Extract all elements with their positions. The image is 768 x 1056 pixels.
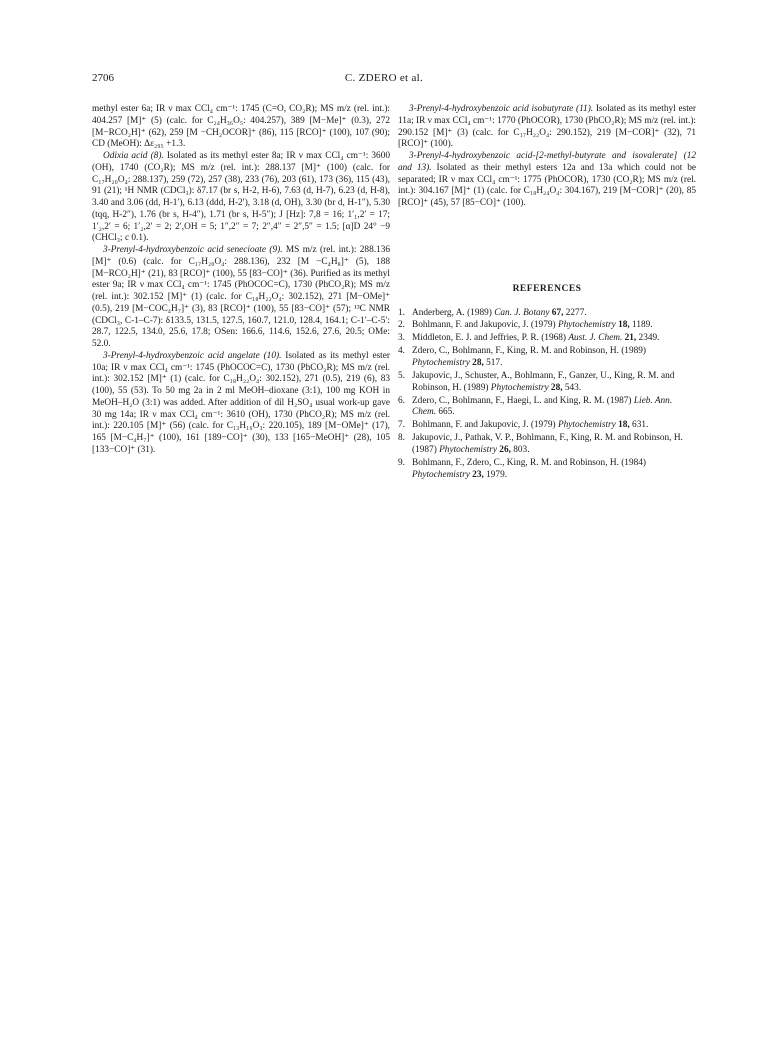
paragraph [398, 104, 696, 151]
reference-pages: 543. [562, 382, 582, 393]
reference-item [398, 396, 696, 420]
reference-authors: Zdero, C., Bohlmann, F., Haegi, L. and King, R. M. (1987) [412, 395, 634, 406]
reference-journal: Phytochemistry [557, 320, 616, 331]
reference-item [398, 420, 696, 432]
compound-title: 3-Prenyl-4-hydroxybenzoic acid angelate (10). [103, 350, 282, 361]
compound-title: 3-Prenyl-4-hydroxybenzoic acid isobutyrate (11). [409, 104, 594, 114]
reference-pages: 803. [510, 445, 530, 456]
paragraph-text: MS m/z (rel. int.): 288.136 [M]⁺ (0.6) (calc. for C₁₇H₂₀O₄: 288.136), 232 [M −C₄H₈]⁺ (5), 188 [M−RCO₂H]⁺ (21), 83 [RCO]⁺ (100), 55 [83−CO]⁺ (36). Purified as its methyl ester 9a; IR ν max CCl₄ cm⁻¹: 1745 (PhOCOC=C), 1730 (PhCO₂R); MS m/z (rel. int.): 302.152 [M]⁺ (1) (calc. for C₁₈H₂₂O₄: 302.152), 271 [M−OMe]⁺ (0.5), 219 [M−COC₄H₇]⁺ (3), 83 [RCO]⁺ (100), 55 [83−CO]⁺ (57); ¹³C NMR (CDCl₃, C-1–C-7): δ133.5, 131.5, 127.5, 160.7, 121.0, 128.4, 164.1; C-1′–C-5′: 28.7, 122.5, 134.0, 25.6, 17.8; OSen: 166.6, 114.6, 152.6, 27.6, 20.5; OMe: 52.0. [92, 245, 390, 349]
reference-authors: Anderberg, A. (1989) [412, 307, 495, 318]
compound-title: Odixia acid (8). [103, 151, 164, 161]
reference-number: 4. [398, 346, 405, 357]
reference-pages: 665. [436, 407, 455, 418]
reference-journal: Lieb. Ann. Chem. [412, 395, 673, 418]
reference-item [398, 346, 696, 370]
reference-number: 1. [398, 307, 405, 318]
reference-volume: 28, [469, 358, 484, 369]
reference-number: 3. [398, 333, 405, 344]
right-column [398, 104, 696, 483]
reference-volume: 18, [615, 420, 630, 431]
reference-number: 2. [398, 320, 405, 331]
paragraph-text: Isolated as its methyl ester 10a; IR ν max CCl₄ cm⁻¹: 1745 (PhOCOC=C), 1730 (PhCO₂R); MS m/z (rel. int.): 302.152 [M]⁺ (1) (calc. for C₁₈H₂₂O₄: 302.152), 271 (0.5), 219 (6), 83 (100), 55 (53). To 50 mg 2a in 2 ml MeOH–dioxane (3:1), 100 mg KOH in MeOH–H₂O (3:1) was added. After addition of dil H₂SO₄ usual work-up gave 30 mg 14a; IR ν max CCl₄ cm⁻¹: 3610 (OH), 1730 (PhCO₂R); MS m/z (rel. int.): 220.105 [M]⁺ (56) (calc. for C₁₃H₁₆O₃: 220.105), 189 [M−OMe]⁺ (17), 165 [M−C₄H₇]⁺ (100), 161 [189−CO]⁺ (30), 133 [165−MeOH]⁺ (28), 105 [133−CO]⁺ (31). [92, 350, 390, 455]
reference-number: 5. [398, 371, 405, 381]
reference-number: 6. [398, 395, 405, 406]
reference-pages: 517. [483, 358, 503, 369]
reference-pages: 2277. [563, 307, 587, 318]
reference-journal: Phytochemistry [412, 358, 470, 369]
reference-volume: 28, [548, 382, 563, 393]
paragraph [92, 104, 390, 151]
reference-item [398, 333, 696, 345]
paragraph-text: Isolated as its methyl ester 11a; IR ν max CCl₄ cm⁻¹: 1770 (PhOCOR), 1730 (PhCO₂R); MS m/z (rel. int.): 290.152 [M]⁺ (3) (calc. for C₁₇H₂₂O₄: 290.152), 219 [M−COR]⁺ (32), 71 [RCO]⁺ (100). [398, 104, 697, 150]
reference-volume: 67, [549, 307, 564, 318]
reference-authors: Zdero, C., Bohlmann, F., King, R. M. and Robinson, H. (1989) [412, 346, 646, 357]
reference-item [398, 308, 696, 320]
page-number: 2706 [92, 72, 114, 84]
paragraph-text: Isolated as their methyl esters 12a and 13a which could not be separated; IR ν max CCl₄ cm⁻¹: 1775 (PhOCOR), 1730 (CO₂R); MS m/z (rel. int.): 304.167 [M]⁺ (1) (calc. for C₁₈H₂₄O₄: 304.167), 219 [M−COR]⁺ (20), 85 [RCO]⁺ (45), 57 [85−CO]⁺ (100). [398, 162, 696, 208]
references-heading: REFERENCES [512, 283, 582, 294]
reference-journal: Phytochemistry [490, 382, 549, 393]
reference-journal: Phytochemistry [439, 445, 497, 456]
left-column [92, 104, 390, 457]
reference-volume: 26, [496, 445, 511, 456]
reference-journal: Phytochemistry [557, 420, 616, 431]
reference-authors: Bohlmann, F. and Jakupovic, J. (1979) [412, 320, 558, 331]
reference-authors: Bohlmann, F., Zdero, C., King, R. M. and Robinson, H. (1984) [412, 458, 646, 468]
reference-authors: Jakupovic, J., Pathak, V. P., Bohlmann, F., King, R. M. and Robinson, H. (1987) [412, 433, 683, 456]
paragraph [92, 245, 390, 351]
reference-authors: Middleton, E. J. and Jeffries, P. R. (1968) [412, 333, 569, 344]
reference-journal: Phytochemistry [412, 469, 470, 480]
reference-pages: 631. [629, 420, 649, 431]
paragraph [92, 151, 390, 245]
reference-item [398, 458, 696, 482]
compound-title: 3-Prenyl-4-hydroxybenzoic acid senecioate (9). [103, 245, 283, 255]
reference-authors: Bohlmann, F. and Jakupovic, J. (1979) [412, 420, 558, 431]
paragraph-text: Isolated as its methyl ester 8a; IR ν max CCl₄ cm⁻¹: 3600 (OH), 1740 (CO₂R); MS m/z (rel. int.): 288.137 [M]⁺ (100) (calc. for C₁₇H₂₀O₄: 288.137), 259 (72), 257 (38), 233 (76), 203 (61), 173 (36), 115 (43), 91 (21); ¹H NMR (CDCl₃): δ7.17 (br s, H-2, H-6), 7.63 (d, H-7), 6.23 (d, H-8), 3.40 and 3.06 (dd, H-1′), 6.13 (ddd, H-2′), 3.18 (d, OH), 3.30 (br d, H-1″), 5.30 (tqq, H-2″), 1.76 (br s, H-4″), 1.71 (br s, H-5″); J [Hz]: 7,8 = 16; 1′₁,2′ = 17; 1′₂,2′ = 6; 1′₂,2′ = 2; 2′,OH = 5; 1″,2″ = 7; 2″,4″ = 2″,5″ = 1.5; [α]D 24° −9 (CHCl₃; c 0.1). [92, 151, 390, 244]
running-head: C. ZDERO et al. [344, 72, 424, 84]
reference-item [398, 371, 696, 395]
reference-item [398, 433, 696, 457]
references-list [398, 308, 696, 482]
reference-pages: 1979. [483, 469, 508, 480]
reference-volume: 21, [622, 333, 637, 344]
reference-number: 7. [398, 420, 405, 431]
reference-pages: 2349. [636, 333, 660, 344]
paragraph [92, 351, 390, 457]
compound-title: 3-Prenyl-4-hydroxybenzoic acid-[2-methyl-butyrate and isovalerate] (12 and 13). [398, 151, 696, 173]
reference-journal: Aust. J. Chem. [568, 333, 623, 344]
reference-authors: Jakupovic, J., Schuster, A., Bohlmann, F., Ganzer, U., King, R. M. and Robinson, H. (1989) [412, 371, 675, 393]
paragraph [398, 151, 696, 210]
reference-volume: 23, [469, 469, 484, 480]
reference-number: 9. [398, 458, 405, 468]
reference-pages: 1189. [629, 320, 653, 331]
reference-number: 8. [398, 433, 405, 444]
reference-volume: 18, [615, 320, 630, 331]
reference-item [398, 320, 696, 332]
reference-journal: Can. J. Botany [494, 307, 550, 318]
paragraph-text: methyl ester 6a; IR ν max CCl₄ cm⁻¹: 1745 (C=O, CO₂R); MS m/z (rel. int.): 404.257 [M]⁺ (5) (calc. for C₂₄H₃₆O₅: 404.257), 389 [M−Me]⁺ (0.3), 272 [M−RCO₂H]⁺ (62), 259 [M −CH₂OCOR]⁺ (86), 115 [RCO]⁺ (100), 107 (90); CD (MeOH): Δε₂₉₅ +1.3. [92, 104, 390, 150]
